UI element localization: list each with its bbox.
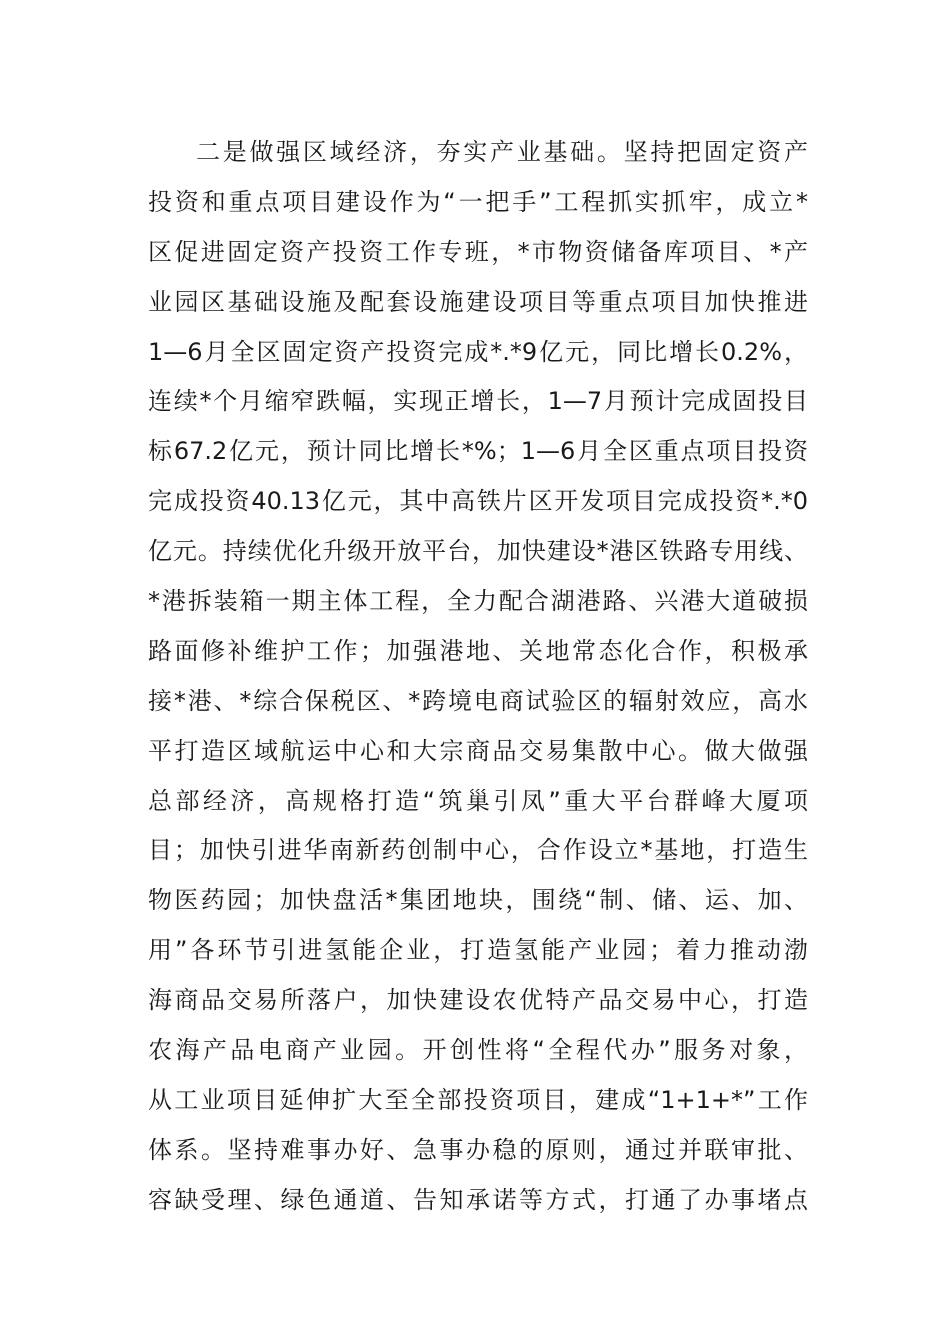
paragraph-line: 完成投资40.13亿元，其中高铁片区开发项目完成投资*.*0 (148, 487, 808, 516)
paragraph-line: 从工业项目延伸扩大至全部投资项目，建成“1+1+*”工作 (148, 1085, 808, 1114)
paragraph-line: 投资和重点项目建设作为“一把手”工程抓实抓牢，成立* (148, 187, 808, 216)
paragraph-line: 用”各环节引进氢能企业，打造氢能产业园；着力推动渤 (148, 936, 808, 965)
paragraph-line: 接*港、*综合保税区、*跨境电商试验区的辐射效应，高水 (148, 686, 808, 715)
paragraph-line: 总部经济，高规格打造“筑巢引凤”重大平台群峰大厦项 (148, 786, 808, 815)
paragraph-line: 农海产品电商产业园。开创性将“全程代办”服务对象， (148, 1036, 808, 1065)
paragraph-line: 亿元。持续优化升级开放平台，加快建设*港区铁路专用线、 (148, 537, 808, 566)
paragraph-line: 体系。坚持难事办好、急事办稳的原则，通过并联审批、 (148, 1135, 808, 1164)
paragraph-line: 平打造区域航运中心和大宗商品交易集散中心。做大做强 (148, 736, 808, 765)
paragraph-line: 物医药园；加快盘活*集团地块，围绕“制、储、运、加、 (148, 886, 808, 915)
paragraph-line: 路面修补维护工作；加强港地、关地常态化合作，积极承 (148, 636, 808, 665)
paragraph-line: 1—6月全区固定资产投资完成*.*9亿元，同比增长0.2%， (148, 337, 808, 366)
paragraph-line: *港拆装箱一期主体工程，全力配合湖港路、兴港大道破损 (148, 587, 808, 616)
body-paragraph (148, 128, 808, 1226)
paragraph-line: 标67.2亿元，预计同比增长*%；1—6月全区重点项目投资 (148, 437, 808, 466)
paragraph-line: 二是做强区域经济，夯实产业基础。坚持把固定资产 (196, 138, 808, 166)
paragraph-line: 海商品交易所落户，加快建设农优特产品交易中心，打造 (148, 986, 808, 1015)
paragraph-line: 连续*个月缩窄跌幅，实现正增长，1—7月预计完成固投目 (148, 387, 808, 416)
paragraph-line: 目；加快引进华南新药创制中心，合作设立*基地，打造生 (148, 836, 808, 865)
paragraph-line: 容缺受理、绿色通道、告知承诺等方式，打通了办事堵点 (148, 1185, 808, 1214)
paragraph-line: 区促进固定资产投资工作专班，*市物资储备库项目、*产 (148, 237, 808, 266)
paragraph-line: 业园区基础设施及配套设施建设项目等重点项目加快推进 (148, 287, 808, 316)
